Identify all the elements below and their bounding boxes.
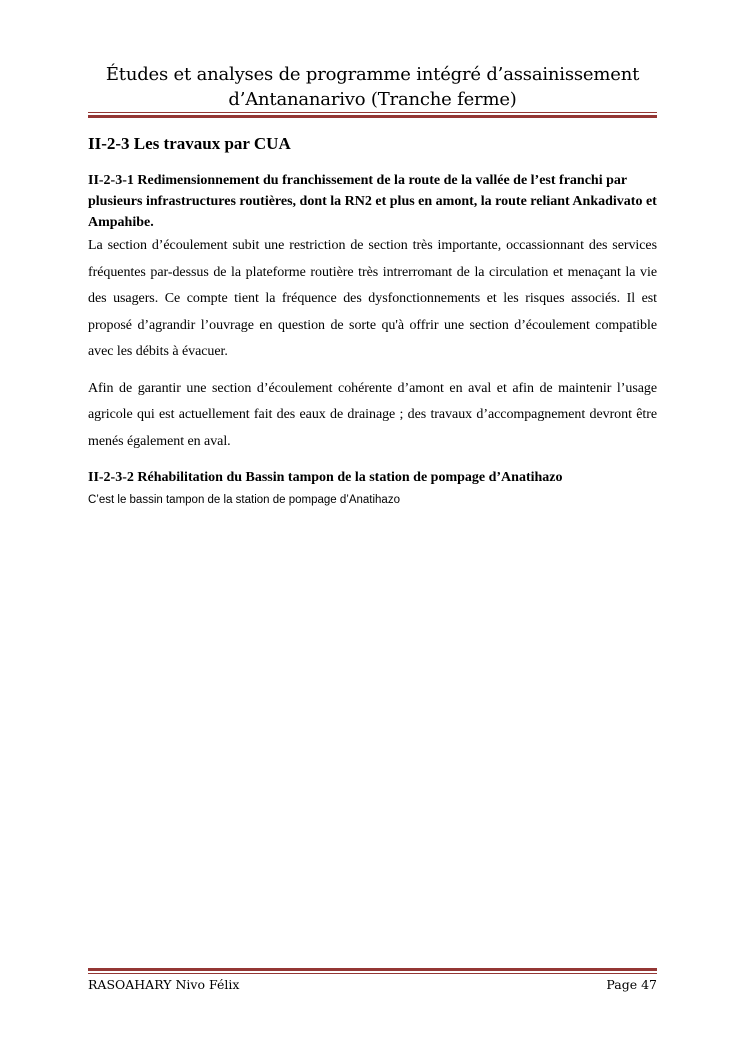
page-content xyxy=(88,128,657,509)
footer-rule-thick xyxy=(88,968,657,971)
subsection-heading-1: II-2-3-1 Redimensionnement du franchissement de la route de la vallée de l’est franchi par plusieurs infrastructures routières, dont la RN2 et plus en amont, la route reliant Ankadivato et Ampahibe. xyxy=(88,173,657,230)
footer-rule-thin xyxy=(88,973,657,974)
section-heading: II-2-3 Les travaux par CUA xyxy=(88,134,291,153)
header-rule-thin xyxy=(88,112,657,113)
subsection-heading-2: II-2-3-2 Réhabilitation du Bassin tampon de la station de pompage d’Anatihazo xyxy=(88,470,563,485)
header-title-line-1: Études et analyses de programme intégré d’assainissement xyxy=(105,64,640,85)
header-rule-thick xyxy=(88,115,657,118)
subsection-note: C’est le bassin tampon de la station de pompage d’Anatihazo xyxy=(88,494,400,506)
paragraph-2: Afin de garantir une section d’écoulement cohérente d’amont en aval et afin de maintenir l’usage agricole qui est actuellement fait des eaux de drainage ; des travaux d’accompagnement devront être menés également en aval. xyxy=(88,380,657,449)
header-title-line-2: d’Antananarivo (Tranche ferme) xyxy=(228,89,517,110)
running-header xyxy=(88,62,657,112)
paragraph-1: La section d’écoulement subit une restriction de section très importante, occassionnant des services fréquentes par-dessus de la plateforme routière très intrerromant de la circulation et menaçant la vie des usagers. Ce compte tient la fréquence des dysfonctionnements et les risques associés. Il est proposé d’agrandir l’ouvrage en question de sorte qu'à offrir une section d’écoulement compatible avec les débits à évacuer. xyxy=(88,238,657,359)
page-number: Page 47 xyxy=(606,977,657,992)
footer-author: RASOAHARY Nivo Félix xyxy=(88,977,240,992)
